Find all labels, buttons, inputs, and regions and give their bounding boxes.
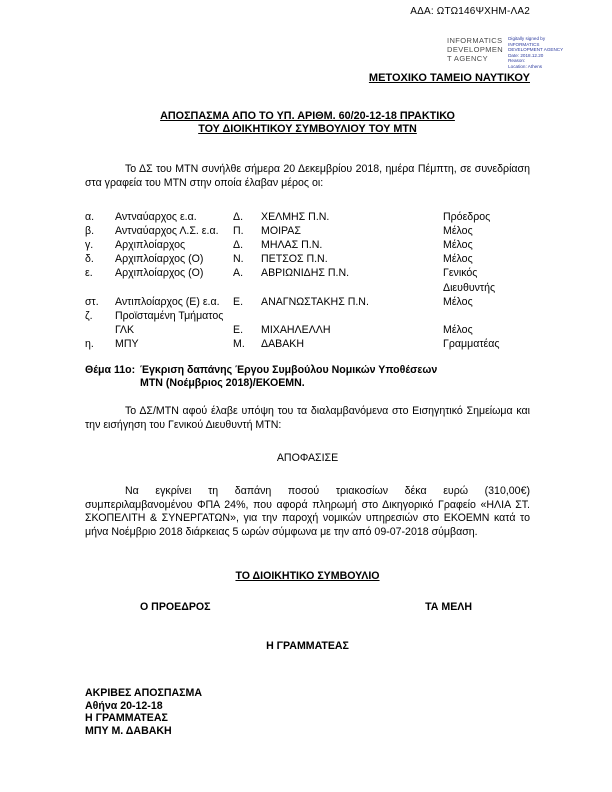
stamp-agency-name	[447, 36, 503, 63]
member-role: Μέλος	[443, 324, 473, 337]
member-index: ε.	[85, 267, 93, 280]
stamp-signature-line: Location: Athens	[508, 63, 543, 69]
table-row	[85, 252, 530, 266]
ada-number: ΑΔΑ: ΩΤΩ146ΨΧΗΜ-ΛΑ2	[410, 6, 530, 17]
topic-label: Θέμα 11ο:	[85, 363, 136, 376]
document-title	[85, 110, 530, 136]
member-initial: Δ.	[233, 210, 244, 223]
member-name	[261, 309, 443, 323]
member-index: α.	[85, 210, 95, 223]
attendees-table	[85, 210, 530, 352]
member-index: δ.	[85, 253, 94, 266]
certification-line: Η ΓΡΑΜΜΑΤΕΑΣ	[85, 712, 168, 725]
member-index: ζ.	[85, 310, 93, 323]
organization-title-text: ΜΕΤΟΧΙΚΟ ΤΑΜΕΙΟ ΝΑΥΤΙΚΟΥ	[368, 72, 530, 84]
member-initial: Π.	[233, 224, 244, 237]
member-name	[261, 281, 443, 295]
member-role: Πρόεδρος	[443, 210, 491, 223]
table-row	[85, 281, 530, 295]
member-role	[443, 309, 530, 323]
stamp-signature-line: Reason:	[508, 58, 526, 64]
member-name: ΑΒΡΙΩΝΙΔΗΣ Π.Ν.	[261, 267, 350, 280]
member-name: ΜΙΧΑΗΛΕΛΛΗ	[261, 324, 331, 337]
member-initial: Ε.	[233, 324, 244, 337]
certification-line: Αθήνα 20-12-18	[85, 699, 163, 712]
certification-block	[85, 687, 530, 737]
certification-line: ΑΚΡΙΒΕΣ ΑΠΟΣΠΑΣΜΑ	[85, 687, 202, 699]
president-signature-label: Ο ΠΡΟΕΔΡΟΣ	[140, 601, 211, 613]
table-row	[85, 238, 530, 252]
member-role: Μέλος	[443, 239, 473, 251]
member-rank: Προϊσταμένη Τμήματος	[115, 310, 224, 323]
member-rank	[115, 281, 233, 295]
secretary-signature-label: Η ΓΡΑΜΜΑΤΕΑΣ	[266, 640, 349, 652]
member-initial	[233, 309, 261, 323]
member-rank: Αρχιπλοίαρχος	[115, 239, 186, 251]
organization-title	[85, 72, 530, 85]
topic-block	[85, 364, 530, 392]
member-initial: Δ.	[233, 239, 244, 251]
document-title-line1: ΑΠΟΣΠΑΣΜΑ ΑΠΟ ΤΟ ΥΠ. ΑΡΙΘΜ. 60/20-12-18 ΠΡΑΚΤΙΚΟ	[160, 110, 455, 122]
member-rank: Αντιπλοίαρχος (Ε) ε.α.	[115, 295, 220, 308]
member-index: β.	[85, 224, 95, 237]
member-rank: ΜΠΥ	[115, 338, 139, 351]
decision-paragraph: Να εγκρίνει τη δαπάνη ποσού τριακοσίων δέκα ευρώ (310,00€) συμπεριλαμβανομένου ΦΠΑ 24%, που αφορά πληρωμή στο Δικηγορικό Γραφείο «ΗΛΙΑ ΣΤ. ΣΚΟΠΕΛΙΤΗ & ΣΥΝΕΡΓΑΤΩΝ», για την παροχή νομικών υπηρεσιών στο ΕΚΟΕΜΝ κατά το μήνα Νοέμβριο 2018 διάρκειας 5 ωρών σύμφωνα με την από 09-07-2018 σύμβαση.	[85, 484, 530, 539]
topic-text-line1: Έγκριση δαπάνης Έργου Συμβούλου Νομικών Υποθέσεων	[140, 363, 438, 376]
member-rank: ΓΛΚ	[115, 324, 135, 337]
member-role: Διευθυντής	[443, 281, 496, 294]
member-role: Μέλος	[443, 224, 473, 237]
stamp-signature-line: Digitally signed by	[508, 36, 546, 41]
member-name: ΔΑΒΑΚΗ	[261, 338, 304, 351]
stamp-signature-line: INFORMATICS	[508, 41, 540, 47]
stamp-signature-line: Date: 2018.12.20	[508, 52, 544, 58]
table-row	[85, 323, 530, 337]
stamp-agency-line: DEVELOPMEN	[447, 45, 504, 54]
member-role: Γραμματέας	[443, 338, 500, 351]
consideration-paragraph: Το ΔΣ/ΜΤΝ αφού έλαβε υπόψη του τα διαλαμβανόμενα στο Εισηγητικό Σημείωμα και την εισήγηση του Γενικού Διευθυντή ΜΤΝ:	[85, 405, 530, 432]
member-rank: Αντναύαρχος ε.α.	[115, 210, 197, 223]
document-title-line2: ΤΟΥ ΔΙΟΙΚΗΤΙΚΟΥ ΣΥΜΒΟΥΛΙΟΥ ΤΟΥ ΜΤΝ	[198, 123, 417, 135]
member-index	[85, 281, 115, 295]
table-row	[85, 309, 530, 323]
table-row	[85, 224, 530, 238]
member-name: ΠΕΤΣΟΣ Π.Ν.	[261, 253, 328, 266]
member-index: στ.	[85, 295, 99, 308]
table-row	[85, 210, 530, 224]
member-index	[85, 323, 115, 337]
member-index: γ.	[85, 239, 94, 251]
stamp-signature-details	[508, 36, 563, 70]
stamp-agency-line: T AGENCY	[447, 54, 488, 63]
topic-text	[140, 364, 437, 392]
member-rank: Αρχιπλοίαρχος (Ο)	[115, 253, 204, 266]
board-signature-title	[85, 570, 530, 583]
member-name: ΧΕΛΜΗΣ Π.Ν.	[261, 210, 330, 223]
board-signature-title-text: ΤΟ ΔΙΟΙΚΗΤΙΚΟ ΣΥΜΒΟΥΛΙΟ	[235, 570, 380, 582]
table-row	[85, 295, 530, 309]
stamp-signature-line: DEVELOPMENT AGENCY	[508, 47, 564, 53]
member-initial: Ν.	[233, 253, 244, 266]
stamp-agency-line: INFORMATICS	[447, 36, 503, 45]
member-role: Μέλος	[443, 295, 473, 308]
certification-line: ΜΠΥ Μ. ΔΑΒΑΚΗ	[85, 724, 172, 737]
member-initial: Α.	[233, 267, 244, 280]
digital-signature-stamp	[447, 36, 597, 70]
table-row	[85, 337, 530, 351]
intro-paragraph: Το ΔΣ του ΜΤΝ συνήλθε σήμερα 20 Δεκεμβρίου 2018, ημέρα Πέμπτη, σε συνεδρίαση στα γραφεία του ΜΤΝ στην οποία έλαβαν μέρος οι:	[85, 163, 530, 189]
member-initial: Μ.	[233, 338, 245, 351]
member-rank: Αντναύαρχος Λ.Σ. ε.α.	[115, 224, 219, 237]
member-initial	[233, 281, 261, 295]
member-rank: Αρχιπλοίαρχος (Ο)	[115, 267, 204, 280]
member-name: ΜΟΙΡΑΣ	[261, 224, 301, 237]
member-index: η.	[85, 338, 94, 351]
topic-text-line2: ΜΤΝ (Νοέμβριος 2018)/ΕΚΟΕΜΝ.	[140, 377, 305, 390]
table-row	[85, 266, 530, 280]
signature-row	[85, 601, 530, 614]
member-name: ΜΗΛΑΣ Π.Ν.	[261, 239, 323, 251]
decision-heading: ΑΠΟΦΑΣΙΣΕ	[276, 451, 339, 464]
member-initial: Ε.	[233, 295, 244, 308]
member-role: Γενικός	[443, 267, 478, 280]
members-signature-label: ΤΑ ΜΕΛΗ	[425, 601, 472, 613]
member-name: ΑΝΑΓΝΩΣΤΑΚΗΣ Π.Ν.	[261, 295, 369, 308]
member-role: Μέλος	[443, 253, 473, 266]
